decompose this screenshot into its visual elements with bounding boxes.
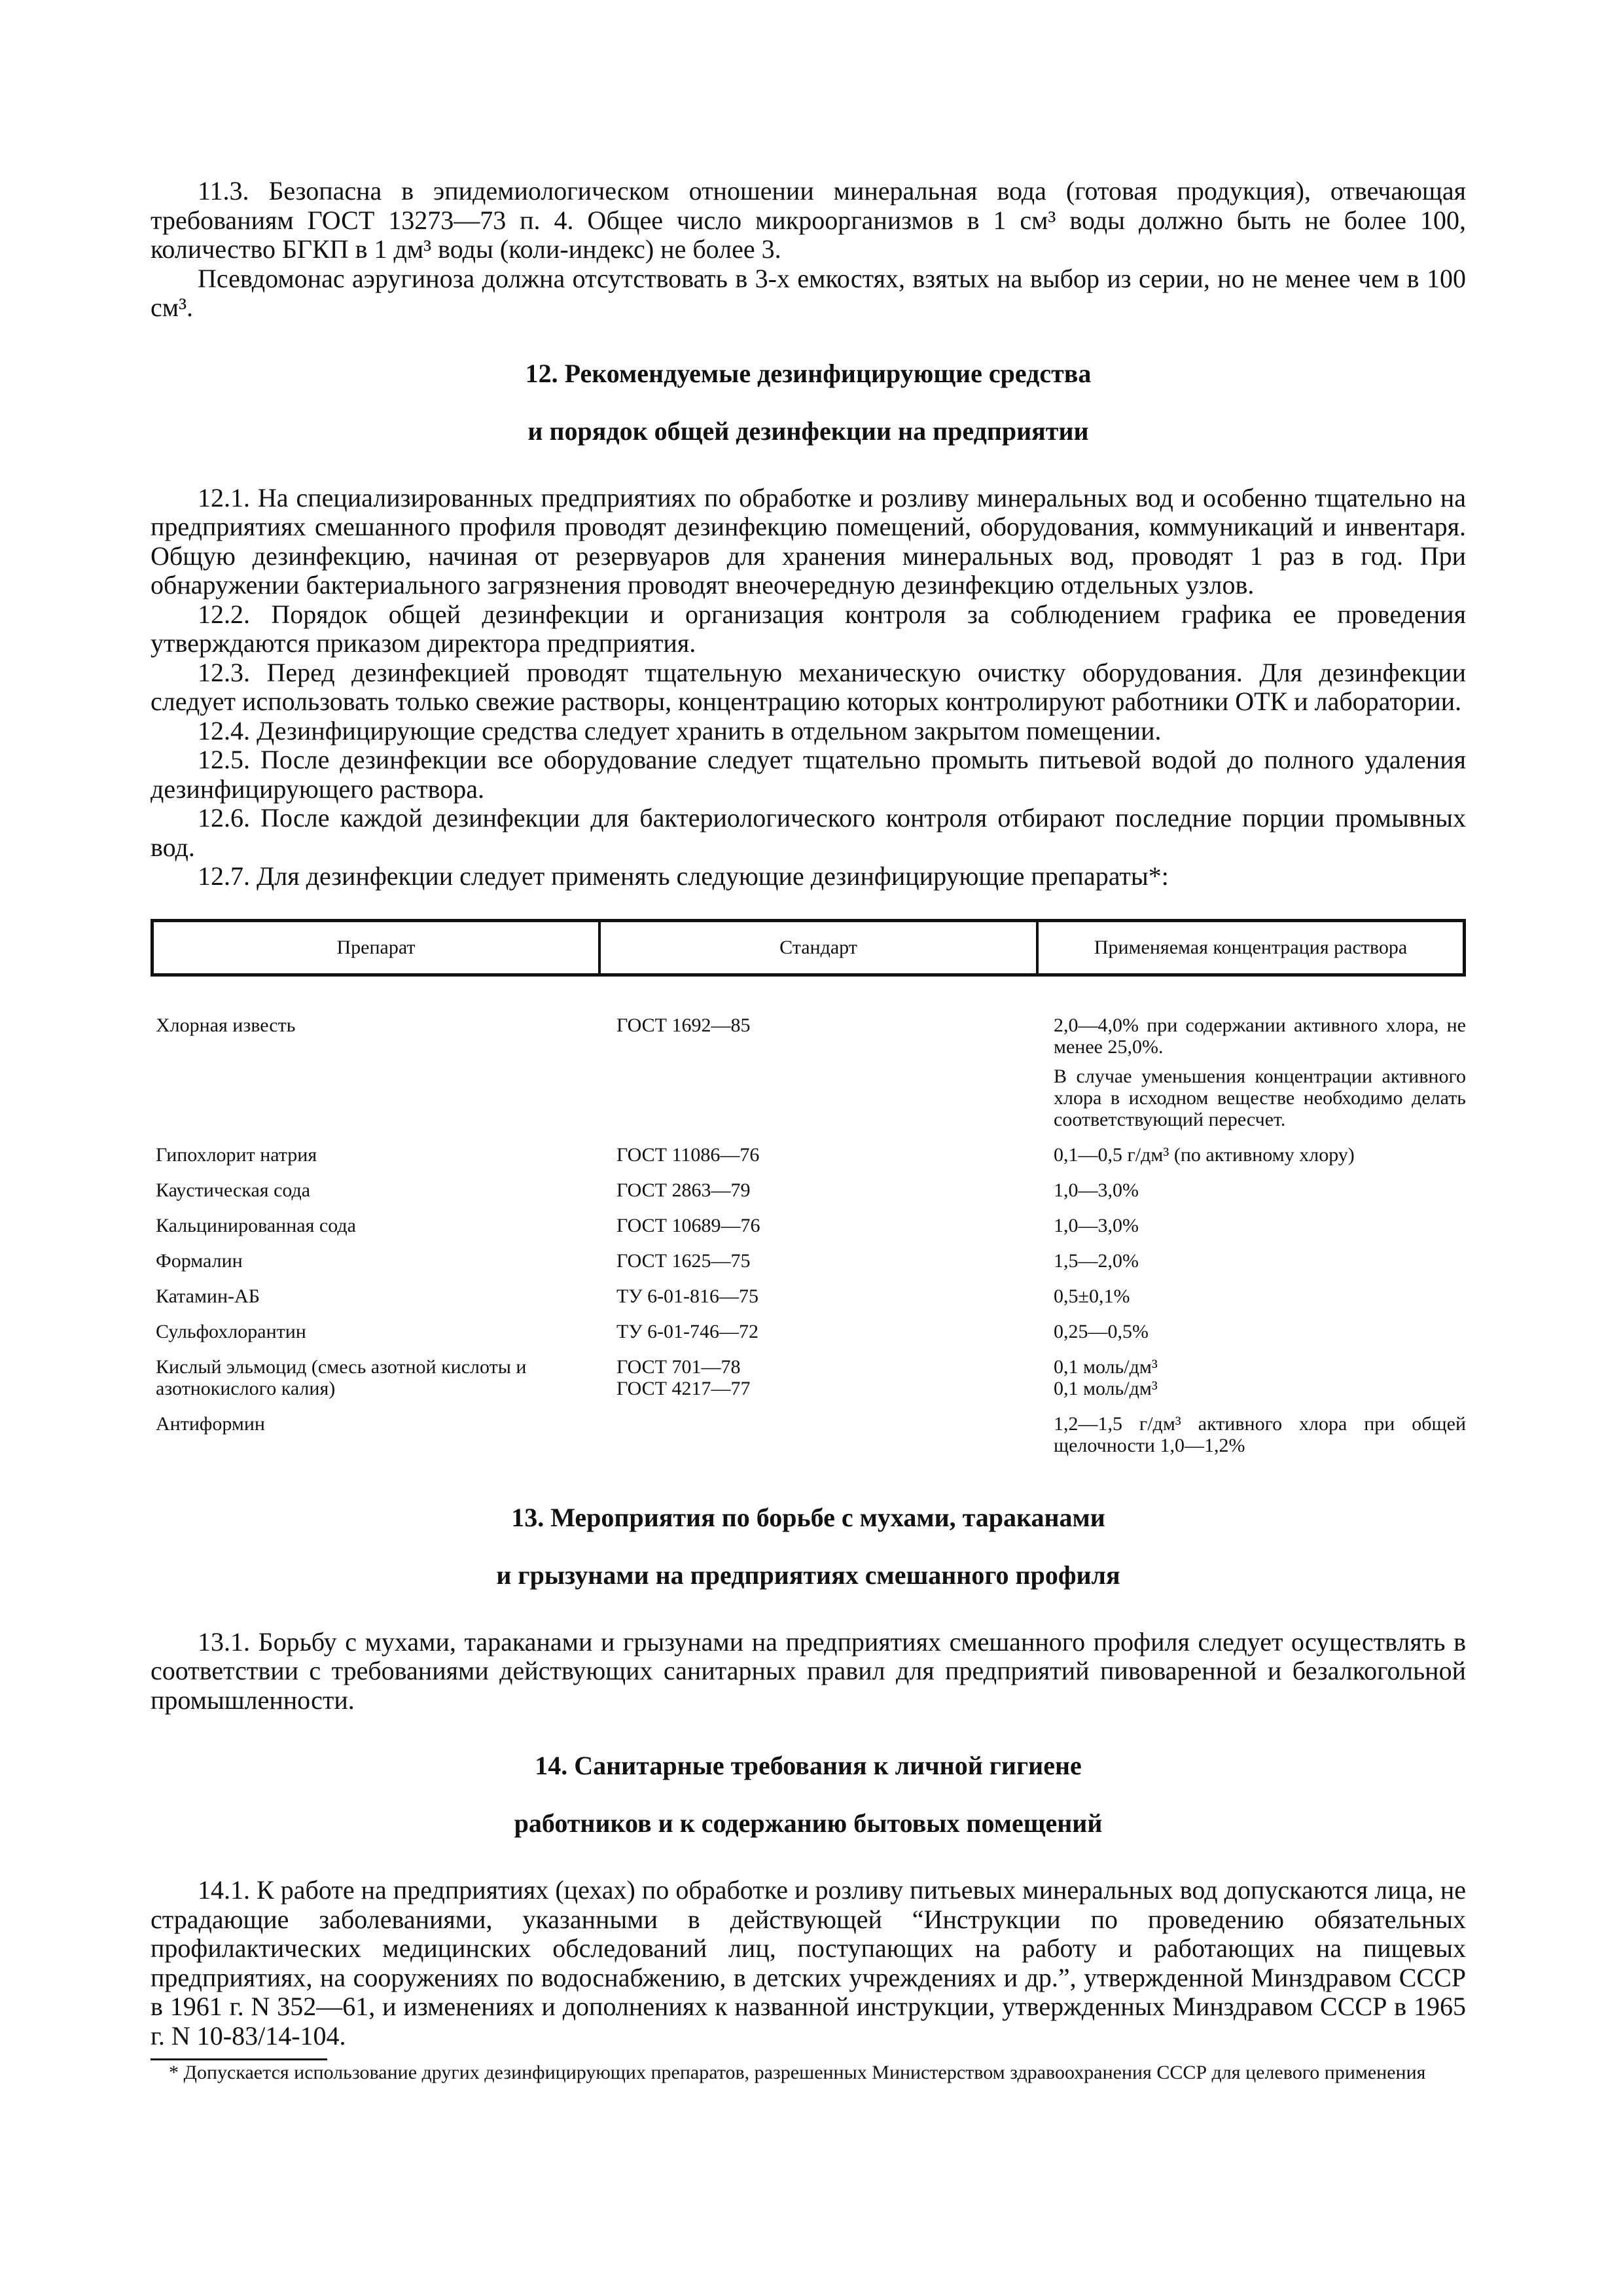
document-page — [151, 177, 1466, 2083]
paragraph-12-1: 12.1. На специализированных предприятиях по обработке и розливу минеральных вод и особенно тщательно на предприятиях смешанного профиля проводят дезинфекцию помещений, оборудования, коммуникаций и инвентаря. Общую дезинфекцию, начиная от резервуаров для хранения минеральных вод, проводят 1 раз в год. При обнаружении бактериального загрязнения проводят внеочередную дезинфекцию отдельных узлов. — [151, 482, 1466, 600]
section-13-title-line1: 13. Мероприятия по борьбе с мухами, тараканами — [511, 1502, 1105, 1532]
footnote-divider — [151, 2058, 327, 2060]
concentration-value — [1054, 1014, 1466, 1130]
preparation-name: Каустическая сода — [156, 1179, 311, 1201]
disinfectant-table-header — [151, 919, 1466, 977]
concentration-value: 1,5—2,0% — [1054, 1249, 1139, 1272]
preparation-name: Антиформин — [156, 1412, 265, 1435]
table-row — [151, 1014, 1466, 1130]
table-row — [151, 1413, 1466, 1456]
preparation-name: Сульфохлорантин — [156, 1320, 306, 1342]
section-14-title-line1: 14. Санитарные требования к личной гигиене — [535, 1751, 1082, 1780]
concentration-value: 0,1 моль/дм³ 0,1 моль/дм³ — [1054, 1355, 1158, 1399]
section-13-title-line2: и грызунами на предприятиях смешанного профиля — [496, 1560, 1120, 1590]
standard-code — [616, 1413, 1054, 1456]
table-row — [151, 1250, 1466, 1272]
concentration-value: 0,25—0,5% — [1054, 1320, 1149, 1342]
preparation-name: Кислый эльмоцид (смесь азотной кислоты и азотнокислого калия) — [156, 1355, 527, 1399]
paragraph-12-7: 12.7. Для дезинфекции следует применять следующие дезинфицирующие препараты*: — [198, 861, 1169, 891]
preparation-name: Гипохлорит натрия — [156, 1143, 317, 1166]
section-12-title-line2: и порядок общей дезинфекции на предприятии — [527, 416, 1089, 446]
paragraph-11-3-pseudomonas: Псевдомонас аэругиноза должна отсутствовать в 3-х емкостях, взятых на выбор из серии, но не менее чем в 100 см³. — [151, 263, 1466, 322]
paragraph-14-1: 14.1. К работе на предприятиях (цехах) по обработке и розливу питьевых минеральных вод допускаются лица, не страдающие заболеваниями, указанными в действующей “Инструкции по проведению обязательных профилактических медицинских обследований лиц, поступающих на работу и работающих на пищевых предприятиях, на сооружениях по водоснабжению, в детских учреждениях и др.”, утвержденной Минздравом СССР в 1961 г. N 352—61, и изменениях и дополнениях к названной инструкции, утвержденных Минздравом СССР в 1965 г. N 10-83/14-104. — [151, 1875, 1466, 2051]
standard-code: ГОСТ 11086—76 — [616, 1143, 760, 1166]
preparation-name: Формалин — [156, 1249, 243, 1272]
section-14-title-line2: работников и к содержанию бытовых помещений — [514, 1808, 1103, 1838]
concentration-value: 0,5±0,1% — [1054, 1285, 1130, 1307]
paragraph-13-1: 13.1. Борьбу с мухами, тараканами и грызунами на предприятиях смешанного профиля следует осуществлять в соответствии с требованиями действующих санитарных правил для предприятий пивоваренной и безалкогольной промышленности. — [151, 1626, 1466, 1715]
standard-code: ГОСТ 1625—75 — [616, 1249, 751, 1272]
standard-code: ГОСТ 701—78 ГОСТ 4217—77 — [616, 1355, 751, 1399]
table-row — [151, 1356, 1466, 1399]
standard-code: ГОСТ 1692—85 — [616, 1014, 751, 1036]
standard-code: ГОСТ 2863—79 — [616, 1179, 751, 1201]
paragraph-12-3: 12.3. Перед дезинфекцией проводят тщательную механическую очистку оборудования. Для дезинфекции следует использовать только свежие растворы, концентрацию которых контролируют работники ОТК и лаборатории. — [151, 657, 1466, 716]
paragraph-12-2: 12.2. Порядок общей дезинфекции и организация контроля за соблюдением графика ее проведения утверждаются приказом директора предприятия. — [151, 599, 1466, 658]
paragraph-12-6: 12.6. После каждой дезинфекции для бактериологического контроля отбирают последние порции промывных вод. — [151, 803, 1466, 862]
preparation-name: Кальцинированная сода — [156, 1214, 356, 1236]
table-row — [151, 1321, 1466, 1342]
table-row — [151, 1285, 1466, 1307]
table-row — [151, 1144, 1466, 1166]
column-header-preparation: Препарат — [154, 922, 601, 973]
standard-code: ТУ 6-01-746—72 — [616, 1320, 759, 1342]
concentration-value: 1,0—3,0% — [1054, 1214, 1139, 1236]
paragraph-12-4: 12.4. Дезинфицирующие средства следует хранить в отдельном закрытом помещении. — [198, 715, 1162, 745]
concentration-note: В случае уменьшения концентрации активного хлора в исходном веществе необходимо делать соответствующий пересчет. — [1054, 1065, 1466, 1130]
table-row — [151, 1215, 1466, 1236]
column-header-concentration: Применяемая концентрация раствора — [1094, 936, 1408, 958]
concentration-text: 2,0—4,0% при содержании активного хлора, не менее 25,0%. — [1054, 1014, 1466, 1058]
concentration-value: 1,2—1,5 г/дм³ активного хлора при общей щелочности 1,0—1,2% — [1054, 1412, 1466, 1456]
column-header-standard: Стандарт — [601, 922, 1039, 973]
standard-code: ГОСТ 10689—76 — [616, 1214, 760, 1236]
preparation-name: Хлорная известь — [156, 1014, 296, 1036]
table-row — [151, 1179, 1466, 1201]
footnote: * Допускается использование других дезинфицирующих препаратов, разрешенных Министерством здравоохранения СССР для целевого применения — [169, 2062, 1426, 2083]
paragraph-12-5: 12.5. После дезинфекции все оборудование следует тщательно промыть питьевой водой до полного удаления дезинфицирующего раствора. — [151, 745, 1466, 804]
paragraph-11-3: 11.3. Безопасна в эпидемиологическом отношении минеральная вода (готовая продукция), отвечающая требованиям ГОСТ 13273—73 п. 4. Общее число микроорганизмов в 1 см³ воды должно быть не более 100, количество БГКП в 1 дм³ воды (коли-индекс) не более 3. — [151, 176, 1466, 264]
concentration-value: 0,1—0,5 г/дм³ (по активному хлору) — [1054, 1143, 1355, 1166]
concentration-value: 1,0—3,0% — [1054, 1179, 1139, 1201]
disinfectant-table-body — [151, 1014, 1466, 1456]
standard-code: ТУ 6-01-816—75 — [616, 1285, 759, 1307]
preparation-name: Катамин-АБ — [156, 1285, 260, 1307]
section-12-title-line1: 12. Рекомендуемые дезинфицирующие средства — [525, 358, 1092, 388]
